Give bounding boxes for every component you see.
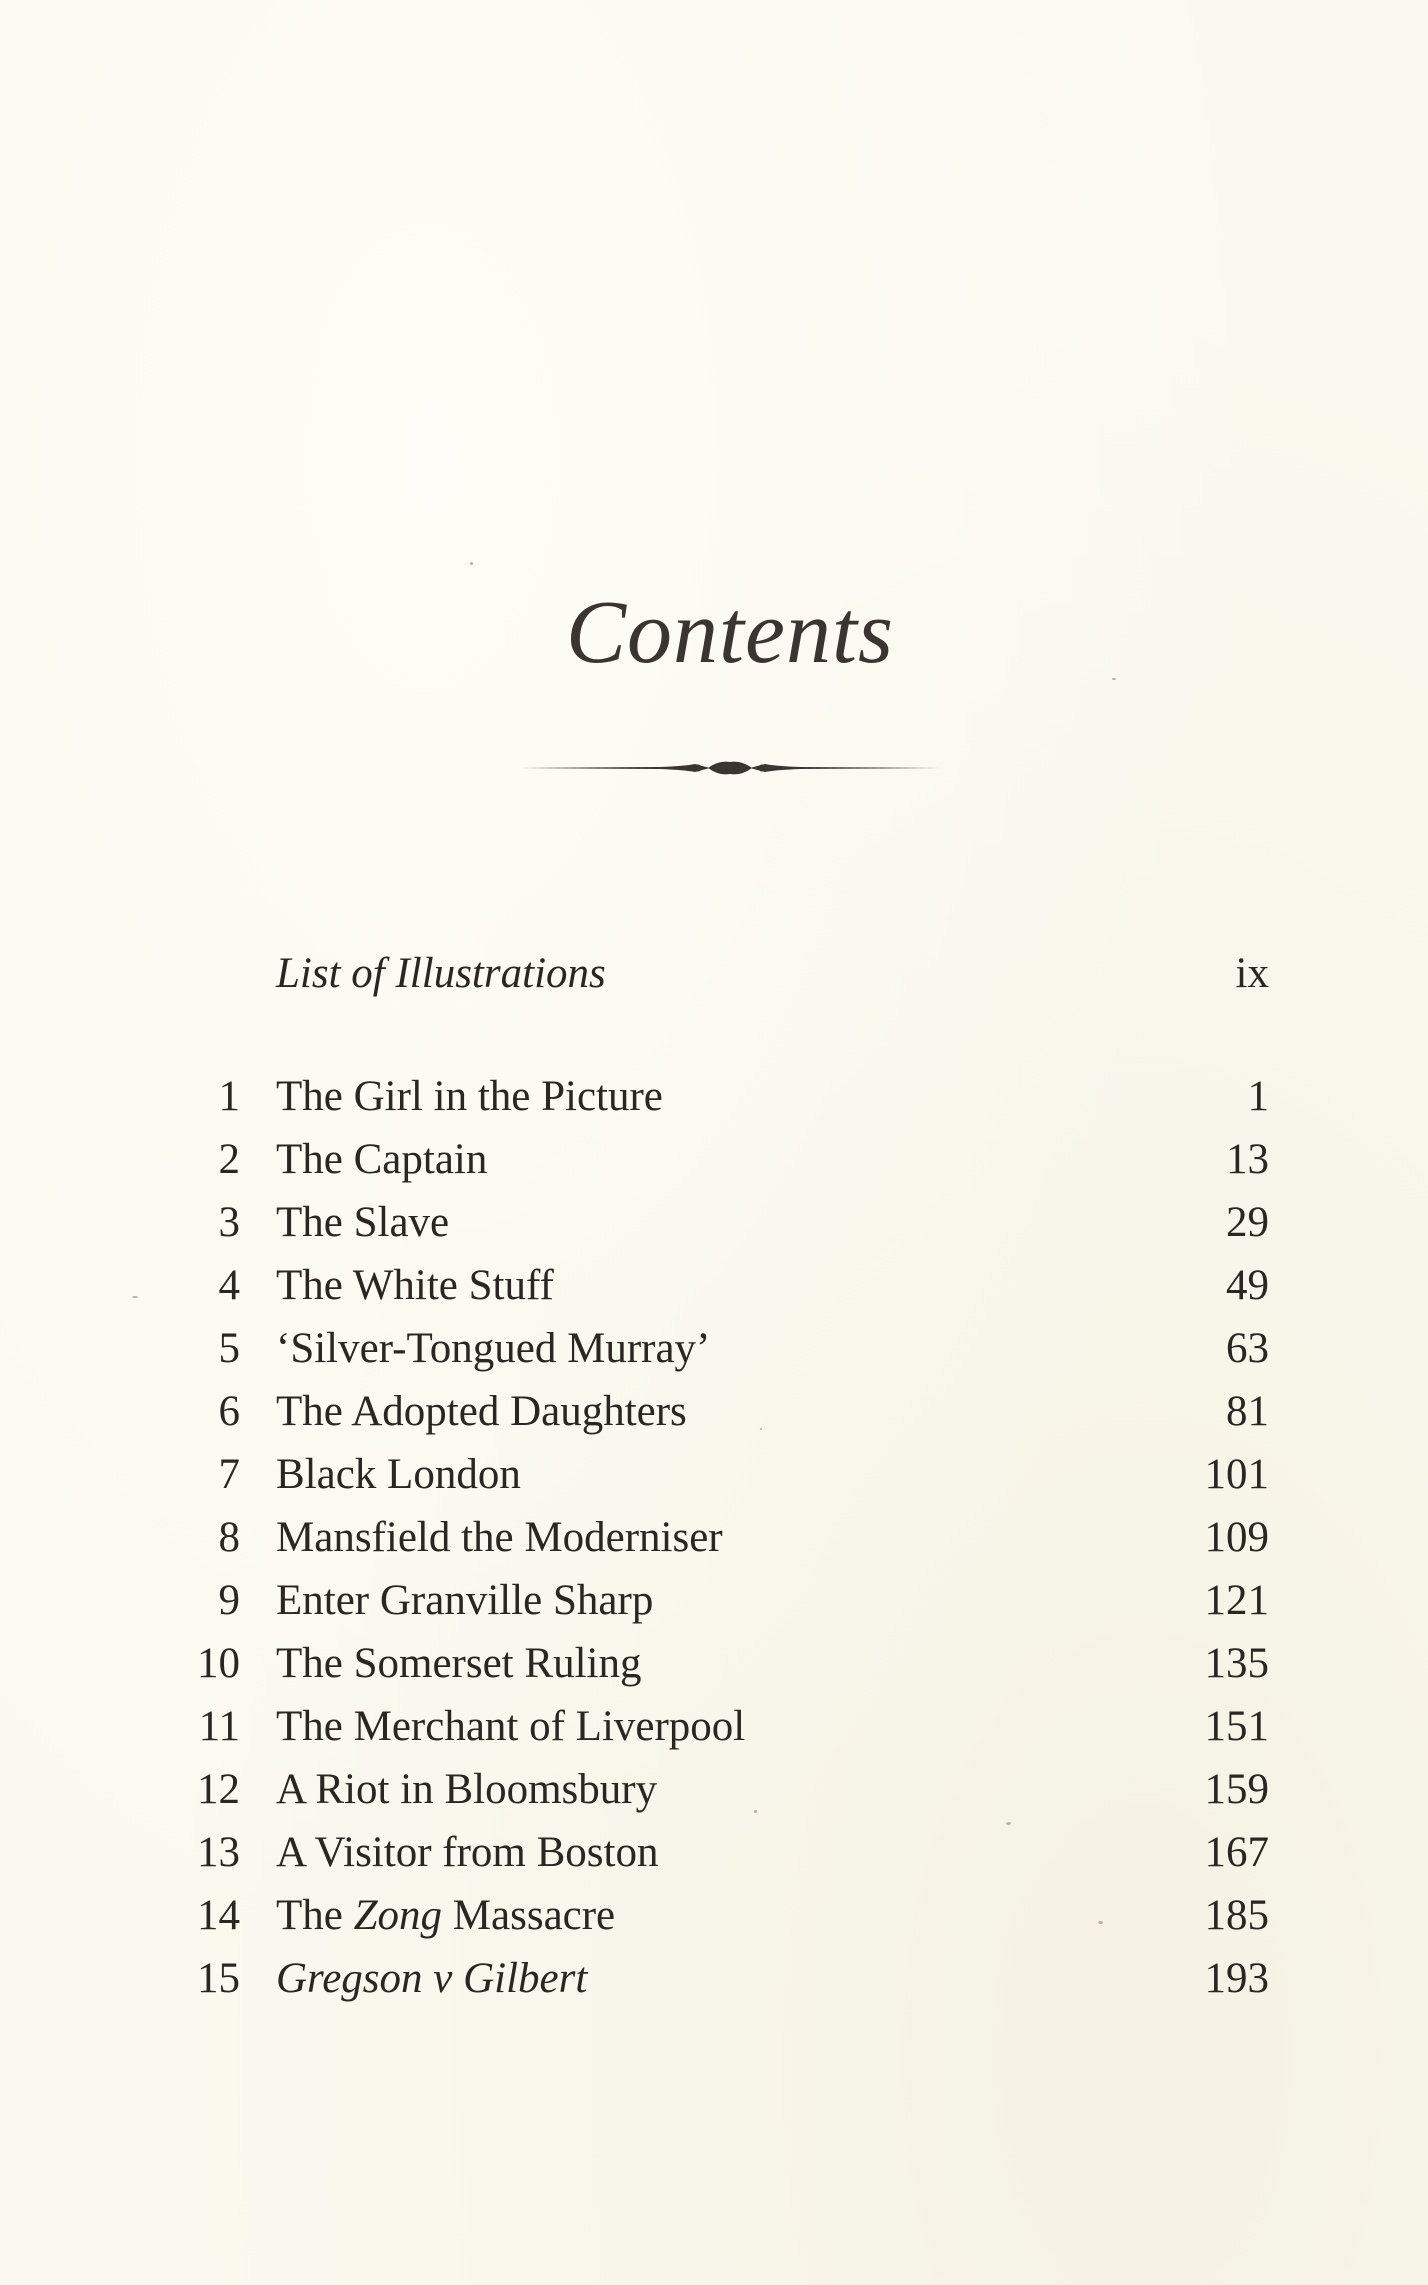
page-title: Contents xyxy=(565,583,894,682)
paper-speck xyxy=(1006,1822,1011,1825)
toc-chapter-row[interactable] xyxy=(0,1571,1428,1631)
toc-page-number: 101 xyxy=(1204,1451,1269,1498)
toc-chapter-row[interactable] xyxy=(0,1697,1428,1757)
toc-entry-title: The Somerset Ruling xyxy=(276,1640,642,1687)
chapter-number: 2 xyxy=(218,1136,240,1183)
paper-speck xyxy=(132,1296,138,1298)
toc-page-number: 1 xyxy=(1247,1073,1269,1120)
toc-entry-title xyxy=(276,1886,615,1946)
chapter-number: 5 xyxy=(218,1325,240,1372)
title-part: Massacre xyxy=(442,1892,616,1939)
toc-chapter-row[interactable] xyxy=(0,1823,1428,1883)
toc-entry-title: Enter Granville Sharp xyxy=(276,1577,654,1624)
chapter-number: 6 xyxy=(218,1388,240,1435)
chapter-number: 4 xyxy=(218,1262,240,1309)
toc-page-number: 185 xyxy=(1204,1892,1269,1939)
toc-chapter-row[interactable] xyxy=(0,1319,1428,1379)
toc-page-number: 159 xyxy=(1204,1766,1269,1813)
paper-speck xyxy=(760,1428,762,1430)
toc-front-matter-row[interactable] xyxy=(0,944,1428,1004)
toc-chapter-row[interactable] xyxy=(0,1445,1428,1505)
toc-chapter-row[interactable] xyxy=(0,1634,1428,1694)
paper-speck xyxy=(470,562,473,565)
toc-chapter-row[interactable] xyxy=(0,1193,1428,1253)
chapter-number: 7 xyxy=(218,1451,240,1498)
toc-entry-title: Gregson v Gilbert xyxy=(276,1955,588,2002)
chapter-number: 10 xyxy=(197,1640,240,1687)
paper-speck xyxy=(1098,1921,1103,1924)
toc-chapter-row[interactable] xyxy=(0,1949,1428,2009)
toc-page-number: 151 xyxy=(1204,1703,1269,1750)
toc-page-number: 109 xyxy=(1204,1514,1269,1561)
toc-entry-title: The Captain xyxy=(276,1136,488,1183)
paper-speck xyxy=(754,1810,757,1813)
toc-page-number: ix xyxy=(1235,950,1269,997)
toc-entry-title: List of Illustrations xyxy=(276,950,606,997)
toc-chapter-row[interactable] xyxy=(0,1886,1428,1946)
toc-chapter-row[interactable] xyxy=(0,1256,1428,1316)
chapter-number: 11 xyxy=(198,1703,240,1750)
toc-entry-title: The Adopted Daughters xyxy=(276,1388,687,1435)
chapter-number: 1 xyxy=(218,1073,240,1120)
toc-chapter-row[interactable] xyxy=(0,1382,1428,1442)
toc-entry-title: Black London xyxy=(276,1451,521,1498)
chapter-number: 8 xyxy=(218,1514,240,1561)
toc-chapter-row[interactable] xyxy=(0,1067,1428,1127)
toc-entry-title: The Slave xyxy=(276,1199,450,1246)
chapter-number: 9 xyxy=(218,1577,240,1624)
toc-entry-title: The White Stuff xyxy=(276,1262,554,1309)
toc-entry-title: A Riot in Bloomsbury xyxy=(276,1766,658,1813)
title-part-italic: Zong xyxy=(353,1892,443,1939)
toc-page-number: 29 xyxy=(1226,1199,1269,1246)
chapter-number: 15 xyxy=(197,1955,240,2002)
chapter-number: 13 xyxy=(197,1829,240,1876)
toc-entry-title: A Visitor from Boston xyxy=(276,1829,659,1876)
paper-speck xyxy=(1112,678,1116,680)
ornamental-divider-icon xyxy=(520,748,940,788)
toc-entry-title: The Merchant of Liverpool xyxy=(276,1703,746,1750)
toc-page-number: 63 xyxy=(1226,1325,1269,1372)
toc-page-number: 121 xyxy=(1204,1577,1269,1624)
toc-page-number: 135 xyxy=(1204,1640,1269,1687)
toc-entry-title: ‘Silver-Tongued Murray’ xyxy=(276,1325,711,1372)
chapter-number: 12 xyxy=(197,1766,240,1813)
toc-page-number: 167 xyxy=(1204,1829,1269,1876)
title-part: The xyxy=(276,1892,354,1939)
toc-page-number: 81 xyxy=(1226,1388,1269,1435)
toc-chapter-row[interactable] xyxy=(0,1760,1428,1820)
toc-entry-title: The Girl in the Picture xyxy=(276,1073,663,1120)
toc-page-number: 49 xyxy=(1226,1262,1269,1309)
toc-entry-title: Mansfield the Moderniser xyxy=(276,1514,723,1561)
toc-page-number: 193 xyxy=(1204,1955,1269,2002)
chapter-number: 14 xyxy=(197,1892,240,1939)
toc-chapter-row[interactable] xyxy=(0,1508,1428,1568)
chapter-number: 3 xyxy=(218,1199,240,1246)
toc-page-number: 13 xyxy=(1226,1136,1269,1183)
toc-chapter-row[interactable] xyxy=(0,1130,1428,1190)
